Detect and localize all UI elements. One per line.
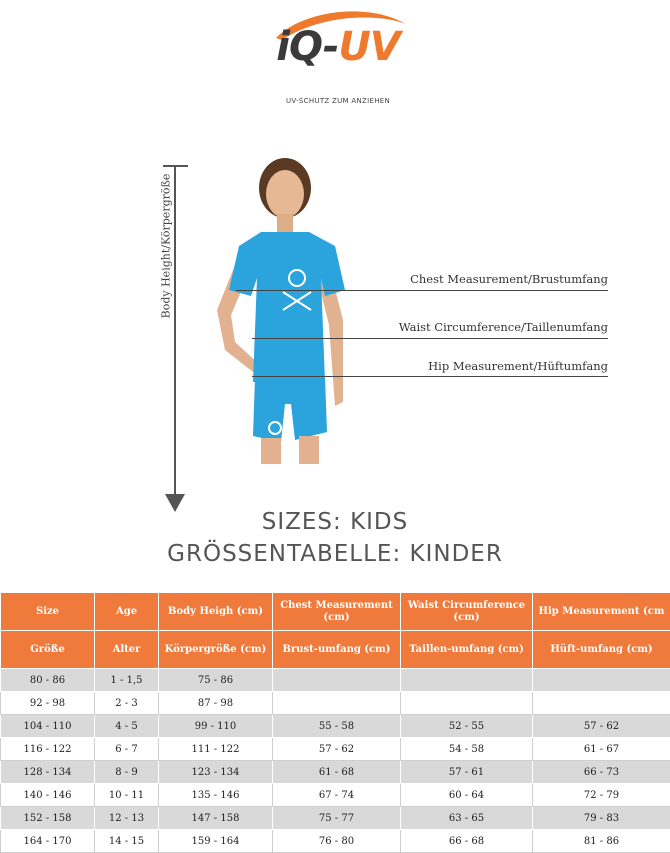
child-model-image <box>195 150 365 470</box>
table-cell: 159 - 164 <box>159 830 273 853</box>
waist-measure-line <box>252 338 608 339</box>
header-cell: Size <box>1 593 95 631</box>
table-cell: 12 - 13 <box>95 807 159 830</box>
table-cell: 6 - 7 <box>95 738 159 761</box>
table-cell: 1 - 1,5 <box>95 669 159 692</box>
table-row <box>1 807 670 830</box>
header-cell: Größe <box>1 631 95 669</box>
table-cell: 147 - 158 <box>159 807 273 830</box>
logo-wordmark: iQ-UV <box>276 24 400 70</box>
table-cell <box>401 669 533 692</box>
table-cell: 57 - 61 <box>401 761 533 784</box>
table-cell: 61 - 68 <box>273 761 401 784</box>
table-cell: 55 - 58 <box>273 715 401 738</box>
table-cell: 8 - 9 <box>95 761 159 784</box>
table-cell: 75 - 77 <box>273 807 401 830</box>
table-cell <box>533 669 670 692</box>
header-cell: Chest Measurement (cm) <box>273 593 401 631</box>
logo-tagline: UV-SCHUTZ ZUM ANZIEHEN <box>285 97 391 105</box>
table-cell: 104 - 110 <box>1 715 95 738</box>
table-row <box>1 761 670 784</box>
table-cell: 66 - 68 <box>401 830 533 853</box>
table-cell: 57 - 62 <box>533 715 670 738</box>
header-cell: Waist Circumference (cm) <box>401 593 533 631</box>
table-header-row-en <box>1 593 670 631</box>
table-cell <box>273 692 401 715</box>
table-cell: 76 - 80 <box>273 830 401 853</box>
table-cell: 164 - 170 <box>1 830 95 853</box>
table-row <box>1 738 670 761</box>
table-row <box>1 830 670 853</box>
brand-logo <box>258 2 418 110</box>
header-cell: Hüft-umfang (cm) <box>533 631 670 669</box>
table-cell: 67 - 74 <box>273 784 401 807</box>
sizes-title-de: GRÖSSENTABELLE: KINDER <box>167 541 503 567</box>
hip-measure-label: Hip Measurement/Hüftumfang <box>428 359 608 373</box>
header-cell: Brust-umfang (cm) <box>273 631 401 669</box>
table-cell: 75 - 86 <box>159 669 273 692</box>
table-row <box>1 692 670 715</box>
table-cell: 140 - 146 <box>1 784 95 807</box>
table-row <box>1 669 670 692</box>
table-cell: 87 - 98 <box>159 692 273 715</box>
table-cell: 63 - 65 <box>401 807 533 830</box>
table-cell: 92 - 98 <box>1 692 95 715</box>
table-cell <box>533 692 670 715</box>
header-cell: Age <box>95 593 159 631</box>
table-cell: 60 - 64 <box>401 784 533 807</box>
table-cell: 2 - 3 <box>95 692 159 715</box>
table-cell <box>273 669 401 692</box>
table-cell: 52 - 55 <box>401 715 533 738</box>
table-cell: 123 - 134 <box>159 761 273 784</box>
table-cell: 66 - 73 <box>533 761 670 784</box>
table-cell: 10 - 11 <box>95 784 159 807</box>
sizes-title-en: SIZES: KIDS <box>261 509 409 535</box>
table-cell: 57 - 62 <box>273 738 401 761</box>
table-cell: 116 - 122 <box>1 738 95 761</box>
header-cell: Hip Measurement (cm <box>533 593 670 631</box>
table-row <box>1 715 670 738</box>
table-cell: 111 - 122 <box>159 738 273 761</box>
height-axis-line <box>174 166 176 496</box>
chest-measure-line <box>236 290 608 291</box>
table-cell: 81 - 86 <box>533 830 670 853</box>
table-cell <box>401 692 533 715</box>
table-cell: 72 - 79 <box>533 784 670 807</box>
table-cell: 99 - 110 <box>159 715 273 738</box>
table-cell: 80 - 86 <box>1 669 95 692</box>
table-cell: 54 - 58 <box>401 738 533 761</box>
table-cell: 61 - 67 <box>533 738 670 761</box>
header-cell: Alter <box>95 631 159 669</box>
size-table <box>0 592 670 853</box>
header-cell: Body Heigh (cm) <box>159 593 273 631</box>
table-row <box>1 784 670 807</box>
waist-measure-label: Waist Circumference/Taillenumfang <box>398 320 608 334</box>
hip-measure-line <box>252 376 608 377</box>
table-header-row-de <box>1 631 670 669</box>
table-cell: 135 - 146 <box>159 784 273 807</box>
table-cell: 4 - 5 <box>95 715 159 738</box>
chest-measure-label: Chest Measurement/Brustumfang <box>410 272 608 286</box>
table-cell: 128 - 134 <box>1 761 95 784</box>
table-cell: 79 - 83 <box>533 807 670 830</box>
table-cell: 152 - 158 <box>1 807 95 830</box>
header-cell: Taillen-umfang (cm) <box>401 631 533 669</box>
table-cell: 14 - 15 <box>95 830 159 853</box>
height-axis-label: Body Height/Körpergröße <box>159 173 173 319</box>
header-cell: Körpergröße (cm) <box>159 631 273 669</box>
